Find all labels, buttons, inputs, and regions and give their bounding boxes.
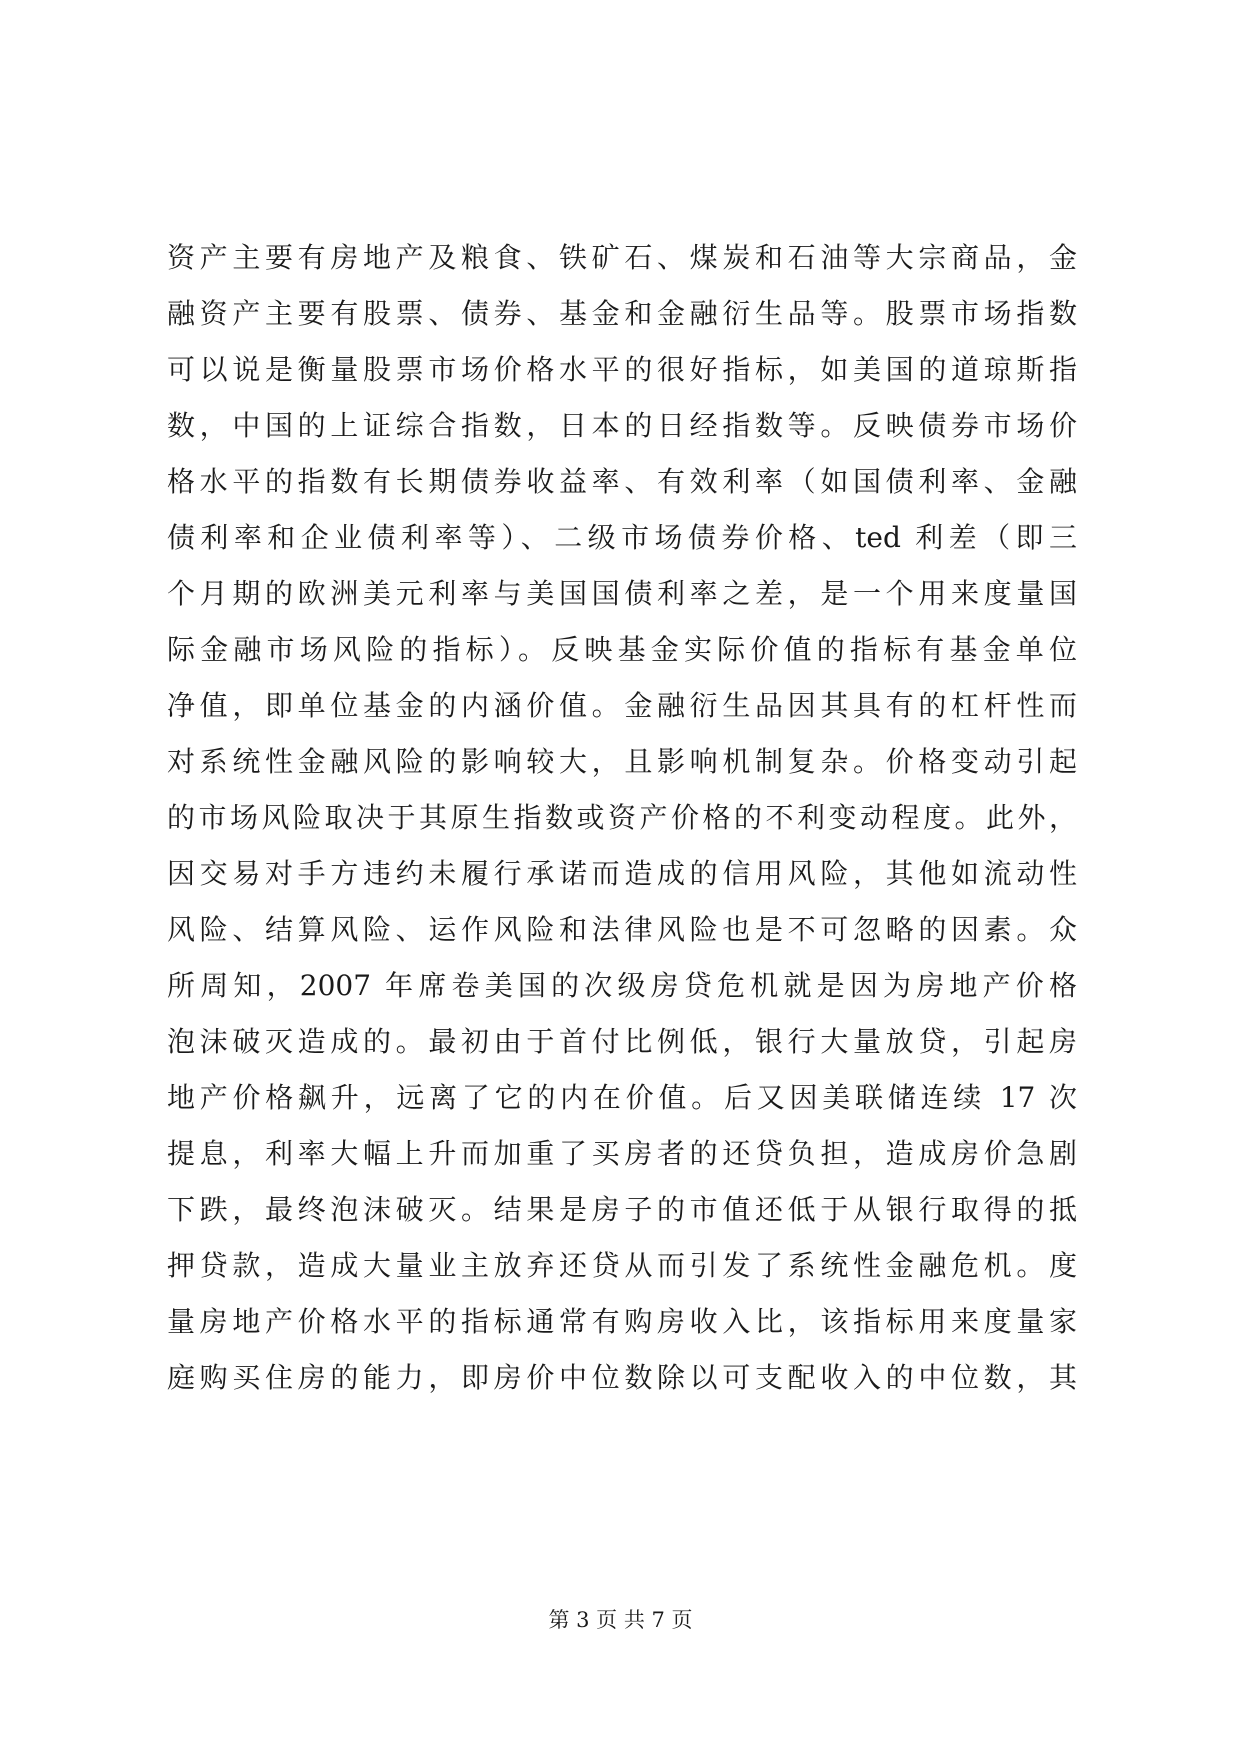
text-line: 数，中国的上证综合指数，日本的日经指数等。反映债券市场价 [167,409,1077,442]
text-line: 地产价格飙升，远离了它的内在价值。后又因美联储连续 17 次 [167,1081,1077,1114]
page-footer: 第 3 页 共 7 页 [548,1608,693,1632]
text-line: 泡沫破灭造成的。最初由于首付比例低，银行大量放贷，引起房 [167,1025,1077,1058]
text-line: 资产主要有房地产及粮食、铁矿石、煤炭和石油等大宗商品，金 [167,241,1077,274]
text-line: 的市场风险取决于其原生指数或资产价格的不利变动程度。此外， [167,801,1077,834]
text-line: 所周知，2007 年席卷美国的次级房贷危机就是因为房地产价格 [167,969,1077,1002]
text-line: 可以说是衡量股票市场价格水平的很好指标，如美国的道琼斯指 [167,353,1077,386]
body-text [167,230,1077,1406]
text-line: 量房地产价格水平的指标通常有购房收入比，该指标用来度量家 [167,1305,1077,1338]
text-line: 提息，利率大幅上升而加重了买房者的还贷负担，造成房价急剧 [167,1137,1077,1170]
text-line: 净值，即单位基金的内涵价值。金融衍生品因其具有的杠杆性而 [167,689,1077,722]
text-line: 庭购买住房的能力，即房价中位数除以可支配收入的中位数，其 [167,1361,1077,1394]
text-line: 下跌，最终泡沫破灭。结果是房子的市值还低于从银行取得的抵 [167,1193,1077,1226]
text-line: 押贷款，造成大量业主放弃还贷从而引发了系统性金融危机。度 [167,1249,1077,1282]
text-line: 债利率和企业债利率等）、二级市场债券价格、ted 利差（即三 [167,521,1077,554]
text-line: 风险、结算风险、运作风险和法律风险也是不可忽略的因素。众 [167,913,1077,946]
text-line: 个月期的欧洲美元利率与美国国债利率之差，是一个用来度量国 [167,577,1077,610]
text-line: 因交易对手方违约未履行承诺而造成的信用风险，其他如流动性 [167,857,1077,890]
text-line: 对系统性金融风险的影响较大，且影响机制复杂。价格变动引起 [167,745,1077,778]
text-line: 格水平的指数有长期债券收益率、有效利率（如国债利率、金融 [167,465,1077,498]
text-line: 融资产主要有股票、债券、基金和金融衍生品等。股票市场指数 [167,297,1077,330]
text-line: 际金融市场风险的指标）。反映基金实际价值的指标有基金单位 [167,633,1077,666]
